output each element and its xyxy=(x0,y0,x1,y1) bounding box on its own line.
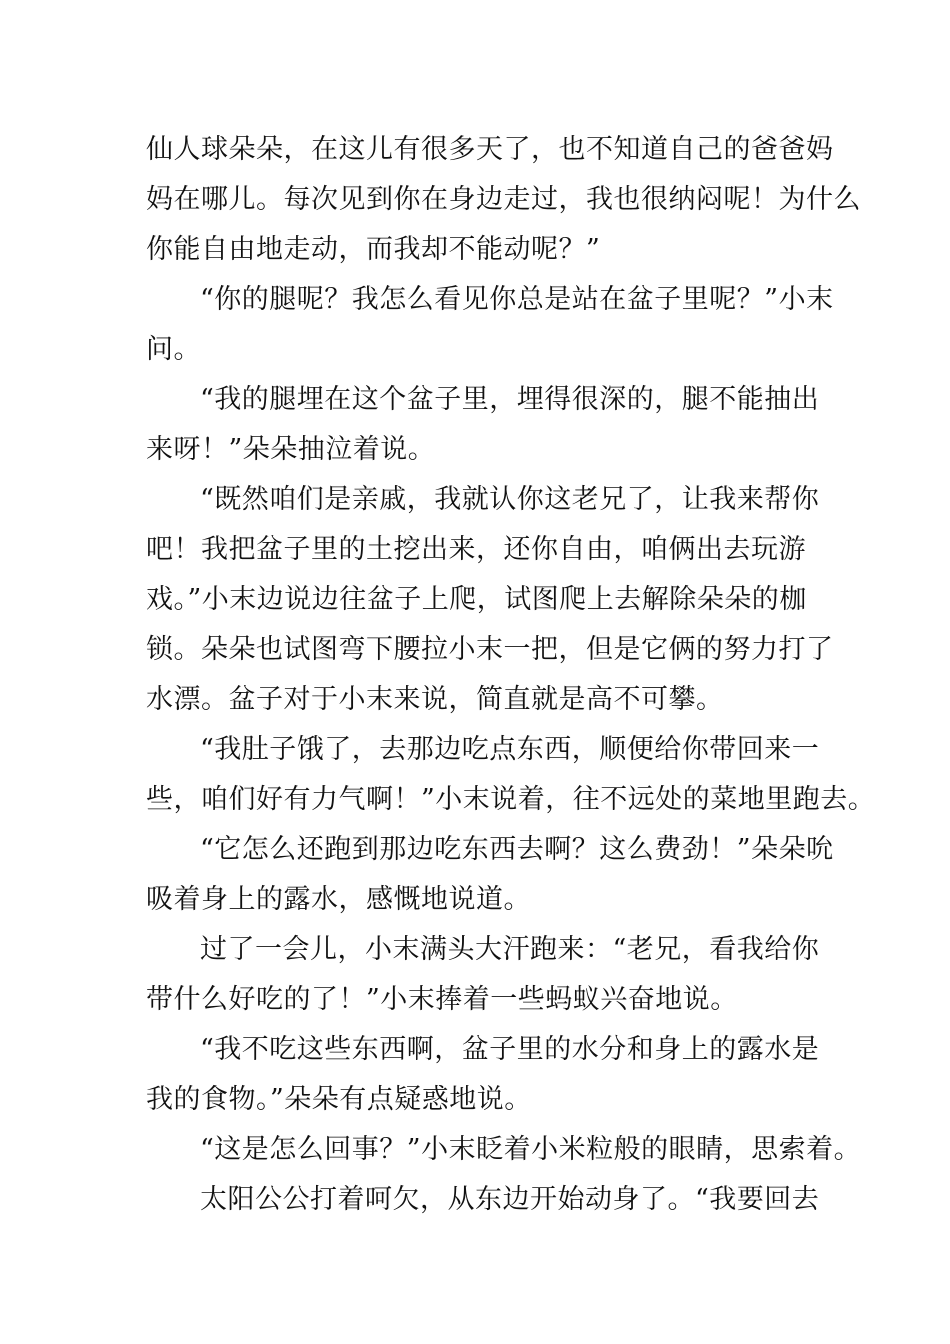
text-line: 来呀！”朵朵抽泣着说。 xyxy=(146,434,436,465)
text-line: “它怎么还跑到那边吃东西去啊？这么费劲！”朵朵吮 xyxy=(200,834,834,865)
text-line: 吸着身上的露水，感慨地说道。 xyxy=(146,884,531,915)
text-line: “你的腿呢？我怎么看见你总是站在盆子里呢？”小末 xyxy=(200,284,834,315)
text-line: 问。 xyxy=(146,334,201,365)
text-line: 太阳公公打着呵欠，从东边开始动身了。“我要回去 xyxy=(200,1184,820,1215)
text-line: 锁。朵朵也试图弯下腰拉小末一把，但是它俩的努力打了 xyxy=(146,634,834,665)
text-line: “我不吃这些东西啊，盆子里的水分和身上的露水是 xyxy=(200,1034,820,1065)
text-line: 些，咱们好有力气啊！”小末说着，往不远处的菜地里跑去。 xyxy=(146,784,876,815)
text-line: 妈在哪儿。每次见到你在身边走过，我也很纳闷呢！为什么 xyxy=(146,184,861,215)
text-line: “这是怎么回事？”小末眨着小米粒般的眼睛，思索着。 xyxy=(200,1134,862,1165)
text-line: 过了一会儿，小末满头大汗跑来：“老兄，看我给你 xyxy=(200,934,820,965)
text-line: 戏。”小末边说边往盆子上爬，试图爬上去解除朵朵的枷 xyxy=(146,584,807,615)
text-line: “我肚子饿了，去那边吃点东西，顺便给你带回来一 xyxy=(200,734,820,765)
text-line: 你能自由地走动，而我却不能动呢？” xyxy=(146,234,601,265)
text-line: 水漂。盆子对于小末来说，简直就是高不可攀。 xyxy=(146,684,724,715)
text-line: “我的腿埋在这个盆子里，埋得很深的，腿不能抽出 xyxy=(200,384,820,415)
text-line: 吧！我把盆子里的土挖出来，还你自由，咱俩出去玩游 xyxy=(146,534,806,565)
text-line: 带什么好吃的了！”小末捧着一些蚂蚁兴奋地说。 xyxy=(146,984,738,1015)
text-line: 仙人球朵朵，在这儿有很多天了，也不知道自己的爸爸妈 xyxy=(146,134,834,165)
text-line: “既然咱们是亲戚，我就认你这老兄了，让我来帮你 xyxy=(200,484,820,515)
text-line: 我的食物。”朵朵有点疑惑地说。 xyxy=(146,1084,532,1115)
